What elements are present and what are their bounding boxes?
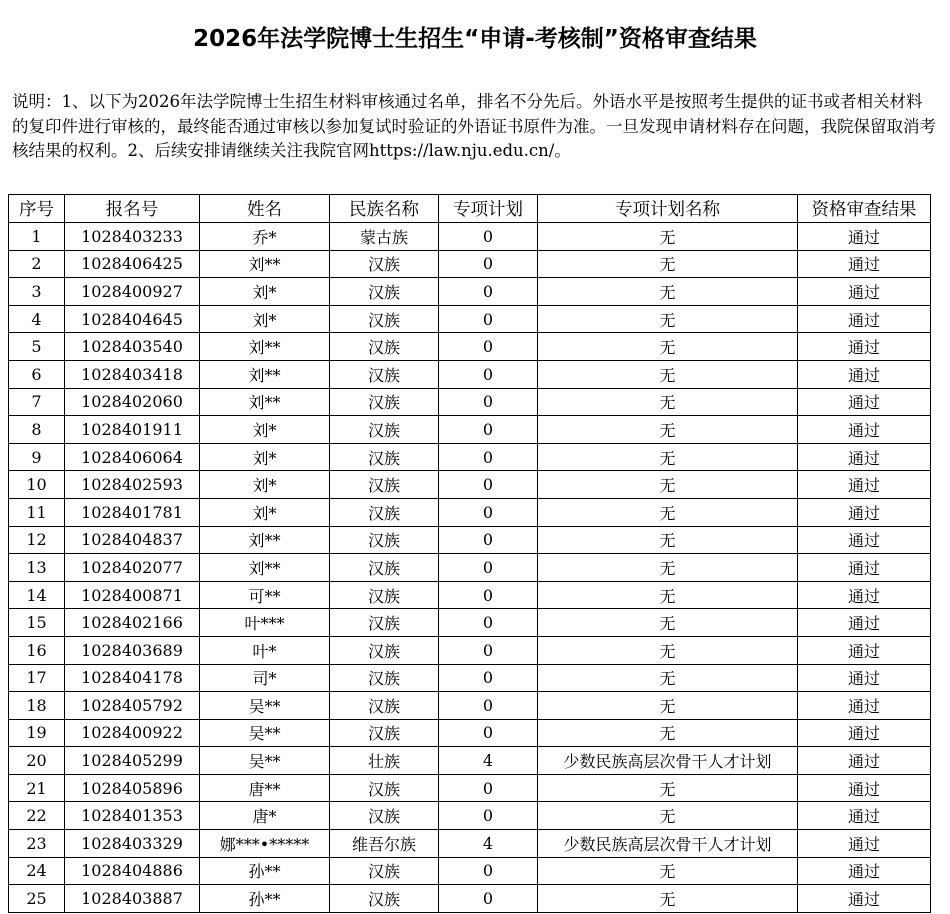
- cell-special-plan: 0: [439, 719, 538, 747]
- cell-special-plan: 4: [439, 747, 538, 775]
- table-row: [9, 498, 931, 526]
- table-row: [9, 416, 931, 444]
- cell-review-result: 通过: [798, 664, 931, 692]
- table-row: [9, 802, 931, 830]
- cell-ethnicity: 汉族: [330, 443, 439, 471]
- table-row: [9, 554, 931, 582]
- cell-seq: 10: [9, 471, 65, 499]
- cell-special-plan: 4: [439, 830, 538, 858]
- cell-ethnicity: 汉族: [330, 774, 439, 802]
- cell-special-plan: 0: [439, 360, 538, 388]
- cell-name: 唐*: [200, 802, 330, 830]
- cell-name: 叶*: [200, 636, 330, 664]
- cell-name: 司*: [200, 664, 330, 692]
- cell-name: 刘**: [200, 333, 330, 361]
- cell-special-plan: 0: [439, 333, 538, 361]
- table-body: [9, 223, 931, 913]
- cell-special-plan-name: 无: [538, 636, 798, 664]
- cell-name: 刘*: [200, 416, 330, 444]
- note-text: 说明：1、以下为2026年法学院博士生招生材料审核通过名单，排名不分先后。外语水平是按照考生提供的证书或者相关材料的复印件进行审核的，最终能否通过审核以参加复试时验证的外语证书原件为准。一旦发现申请材料存在问题，我院保留取消考核结果的权利。2、后续安排请继续关注我院官网https://law.nju.edu.cn/。: [12, 92, 936, 160]
- cell-seq: 6: [9, 360, 65, 388]
- cell-ethnicity: 汉族: [330, 526, 439, 554]
- cell-ethnicity: 汉族: [330, 333, 439, 361]
- header-registration-no: 报名号: [65, 195, 200, 223]
- cell-registration-no: 1028405299: [65, 747, 200, 775]
- cell-special-plan-name: 少数民族高层次骨干人才计划: [538, 747, 798, 775]
- table-row: [9, 305, 931, 333]
- cell-registration-no: 1028403887: [65, 885, 200, 913]
- cell-review-result: 通过: [798, 830, 931, 858]
- table-row: [9, 388, 931, 416]
- cell-ethnicity: 汉族: [330, 581, 439, 609]
- cell-name: 刘*: [200, 443, 330, 471]
- cell-ethnicity: 汉族: [330, 885, 439, 913]
- cell-name: 刘*: [200, 471, 330, 499]
- cell-registration-no: 1028404837: [65, 526, 200, 554]
- table-row: [9, 830, 931, 858]
- cell-registration-no: 1028400927: [65, 278, 200, 306]
- cell-review-result: 通过: [798, 636, 931, 664]
- cell-registration-no: 1028404886: [65, 857, 200, 885]
- cell-review-result: 通过: [798, 774, 931, 802]
- cell-special-plan: 0: [439, 857, 538, 885]
- cell-special-plan: 0: [439, 554, 538, 582]
- cell-ethnicity: 汉族: [330, 360, 439, 388]
- cell-special-plan-name: 无: [538, 498, 798, 526]
- cell-registration-no: 1028403233: [65, 223, 200, 251]
- cell-name: 唐**: [200, 774, 330, 802]
- cell-registration-no: 1028400871: [65, 581, 200, 609]
- table-row: [9, 664, 931, 692]
- cell-review-result: 通过: [798, 443, 931, 471]
- cell-special-plan: 0: [439, 774, 538, 802]
- cell-ethnicity: 壮族: [330, 747, 439, 775]
- cell-special-plan-name: 无: [538, 692, 798, 720]
- cell-ethnicity: 汉族: [330, 692, 439, 720]
- cell-registration-no: 1028401911: [65, 416, 200, 444]
- cell-seq: 21: [9, 774, 65, 802]
- cell-seq: 14: [9, 581, 65, 609]
- cell-review-result: 通过: [798, 471, 931, 499]
- table-row: [9, 857, 931, 885]
- cell-special-plan: 0: [439, 885, 538, 913]
- cell-special-plan: 0: [439, 498, 538, 526]
- cell-ethnicity: 汉族: [330, 388, 439, 416]
- header-row: [9, 195, 931, 223]
- cell-registration-no: 1028405896: [65, 774, 200, 802]
- cell-special-plan-name: 无: [538, 388, 798, 416]
- cell-special-plan-name: 无: [538, 719, 798, 747]
- cell-ethnicity: 汉族: [330, 554, 439, 582]
- cell-seq: 23: [9, 830, 65, 858]
- cell-review-result: 通过: [798, 416, 931, 444]
- cell-ethnicity: 汉族: [330, 471, 439, 499]
- cell-registration-no: 1028402166: [65, 609, 200, 637]
- cell-special-plan-name: 无: [538, 443, 798, 471]
- cell-special-plan: 0: [439, 223, 538, 251]
- header-ethnicity: 民族名称: [330, 195, 439, 223]
- cell-special-plan-name: 无: [538, 581, 798, 609]
- cell-registration-no: 1028403329: [65, 830, 200, 858]
- cell-special-plan-name: 无: [538, 471, 798, 499]
- cell-special-plan-name: 无: [538, 526, 798, 554]
- cell-ethnicity: 汉族: [330, 857, 439, 885]
- cell-review-result: 通过: [798, 250, 931, 278]
- cell-registration-no: 1028403418: [65, 360, 200, 388]
- header-name: 姓名: [200, 195, 330, 223]
- cell-name: 娜***•*****: [200, 830, 330, 858]
- cell-seq: 13: [9, 554, 65, 582]
- cell-ethnicity: 汉族: [330, 664, 439, 692]
- cell-review-result: 通过: [798, 305, 931, 333]
- cell-name: 孙**: [200, 885, 330, 913]
- cell-registration-no: 1028400922: [65, 719, 200, 747]
- cell-registration-no: 1028404178: [65, 664, 200, 692]
- cell-review-result: 通过: [798, 802, 931, 830]
- cell-review-result: 通过: [798, 554, 931, 582]
- cell-ethnicity: 汉族: [330, 498, 439, 526]
- table-row: [9, 278, 931, 306]
- cell-registration-no: 1028402593: [65, 471, 200, 499]
- cell-special-plan-name: 无: [538, 554, 798, 582]
- cell-ethnicity: 维吾尔族: [330, 830, 439, 858]
- cell-name: 刘**: [200, 250, 330, 278]
- cell-review-result: 通过: [798, 278, 931, 306]
- cell-seq: 3: [9, 278, 65, 306]
- cell-name: 刘**: [200, 360, 330, 388]
- cell-ethnicity: 汉族: [330, 416, 439, 444]
- cell-special-plan-name: 少数民族高层次骨干人才计划: [538, 830, 798, 858]
- cell-ethnicity: 汉族: [330, 609, 439, 637]
- cell-ethnicity: 蒙古族: [330, 223, 439, 251]
- cell-seq: 18: [9, 692, 65, 720]
- cell-special-plan: 0: [439, 416, 538, 444]
- review-results-table: [8, 194, 931, 913]
- cell-special-plan-name: 无: [538, 360, 798, 388]
- cell-special-plan: 0: [439, 664, 538, 692]
- cell-name: 吴**: [200, 747, 330, 775]
- cell-name: 刘*: [200, 305, 330, 333]
- cell-name: 叶***: [200, 609, 330, 637]
- cell-review-result: 通过: [798, 857, 931, 885]
- cell-name: 刘**: [200, 554, 330, 582]
- cell-special-plan: 0: [439, 443, 538, 471]
- cell-ethnicity: 汉族: [330, 278, 439, 306]
- cell-special-plan: 0: [439, 581, 538, 609]
- cell-ethnicity: 汉族: [330, 305, 439, 333]
- cell-registration-no: 1028406064: [65, 443, 200, 471]
- cell-ethnicity: 汉族: [330, 250, 439, 278]
- cell-review-result: 通过: [798, 747, 931, 775]
- cell-name: 吴**: [200, 692, 330, 720]
- cell-special-plan-name: 无: [538, 278, 798, 306]
- cell-seq: 1: [9, 223, 65, 251]
- cell-seq: 17: [9, 664, 65, 692]
- table-row: [9, 223, 931, 251]
- cell-seq: 24: [9, 857, 65, 885]
- cell-registration-no: 1028401353: [65, 802, 200, 830]
- cell-special-plan-name: 无: [538, 416, 798, 444]
- cell-special-plan-name: 无: [538, 774, 798, 802]
- table-row: [9, 747, 931, 775]
- cell-name: 可**: [200, 581, 330, 609]
- table-header: [9, 195, 931, 223]
- cell-seq: 7: [9, 388, 65, 416]
- cell-ethnicity: 汉族: [330, 719, 439, 747]
- header-review-result: 资格审查结果: [798, 195, 931, 223]
- cell-special-plan-name: 无: [538, 609, 798, 637]
- cell-special-plan: 0: [439, 636, 538, 664]
- cell-special-plan: 0: [439, 802, 538, 830]
- cell-registration-no: 1028403689: [65, 636, 200, 664]
- table-row: [9, 250, 931, 278]
- cell-name: 刘**: [200, 388, 330, 416]
- cell-review-result: 通过: [798, 692, 931, 720]
- cell-seq: 22: [9, 802, 65, 830]
- table-row: [9, 581, 931, 609]
- cell-review-result: 通过: [798, 333, 931, 361]
- cell-seq: 12: [9, 526, 65, 554]
- cell-review-result: 通过: [798, 498, 931, 526]
- cell-registration-no: 1028404645: [65, 305, 200, 333]
- header-special-plan-name: 专项计划名称: [538, 195, 798, 223]
- cell-special-plan-name: 无: [538, 305, 798, 333]
- cell-review-result: 通过: [798, 388, 931, 416]
- cell-review-result: 通过: [798, 581, 931, 609]
- cell-review-result: 通过: [798, 526, 931, 554]
- cell-registration-no: 1028406425: [65, 250, 200, 278]
- table-row: [9, 471, 931, 499]
- cell-seq: 16: [9, 636, 65, 664]
- cell-review-result: 通过: [798, 885, 931, 913]
- cell-special-plan-name: 无: [538, 802, 798, 830]
- cell-registration-no: 1028405792: [65, 692, 200, 720]
- cell-special-plan: 0: [439, 388, 538, 416]
- header-special-plan: 专项计划: [439, 195, 538, 223]
- table-row: [9, 333, 931, 361]
- cell-ethnicity: 汉族: [330, 636, 439, 664]
- cell-special-plan: 0: [439, 526, 538, 554]
- cell-registration-no: 1028401781: [65, 498, 200, 526]
- cell-seq: 11: [9, 498, 65, 526]
- cell-ethnicity: 汉族: [330, 802, 439, 830]
- cell-name: 刘*: [200, 278, 330, 306]
- page-title: 2026年法学院博士生招生“申请-考核制”资格审查结果: [193, 26, 757, 52]
- cell-registration-no: 1028402077: [65, 554, 200, 582]
- cell-special-plan: 0: [439, 471, 538, 499]
- cell-name: 刘**: [200, 526, 330, 554]
- cell-review-result: 通过: [798, 609, 931, 637]
- header-seq: 序号: [9, 195, 65, 223]
- table-row: [9, 443, 931, 471]
- cell-special-plan: 0: [439, 692, 538, 720]
- cell-seq: 8: [9, 416, 65, 444]
- cell-registration-no: 1028402060: [65, 388, 200, 416]
- cell-special-plan: 0: [439, 609, 538, 637]
- cell-registration-no: 1028403540: [65, 333, 200, 361]
- cell-seq: 15: [9, 609, 65, 637]
- cell-special-plan: 0: [439, 278, 538, 306]
- cell-name: 吴**: [200, 719, 330, 747]
- explanation-note: [12, 90, 938, 164]
- cell-review-result: 通过: [798, 223, 931, 251]
- cell-review-result: 通过: [798, 719, 931, 747]
- cell-special-plan-name: 无: [538, 664, 798, 692]
- cell-seq: 25: [9, 885, 65, 913]
- cell-special-plan-name: 无: [538, 333, 798, 361]
- cell-seq: 2: [9, 250, 65, 278]
- table-row: [9, 885, 931, 913]
- table-row: [9, 526, 931, 554]
- cell-special-plan-name: 无: [538, 223, 798, 251]
- cell-special-plan-name: 无: [538, 250, 798, 278]
- table-row: [9, 636, 931, 664]
- cell-special-plan-name: 无: [538, 857, 798, 885]
- table-row: [9, 719, 931, 747]
- table-row: [9, 360, 931, 388]
- cell-special-plan: 0: [439, 305, 538, 333]
- cell-special-plan-name: 无: [538, 885, 798, 913]
- table-row: [9, 609, 931, 637]
- cell-name: 刘*: [200, 498, 330, 526]
- cell-name: 乔*: [200, 223, 330, 251]
- cell-seq: 19: [9, 719, 65, 747]
- table-row: [9, 774, 931, 802]
- cell-special-plan: 0: [439, 250, 538, 278]
- cell-seq: 20: [9, 747, 65, 775]
- cell-name: 孙**: [200, 857, 330, 885]
- table-row: [9, 692, 931, 720]
- cell-seq: 9: [9, 443, 65, 471]
- cell-seq: 4: [9, 305, 65, 333]
- cell-seq: 5: [9, 333, 65, 361]
- cell-review-result: 通过: [798, 360, 931, 388]
